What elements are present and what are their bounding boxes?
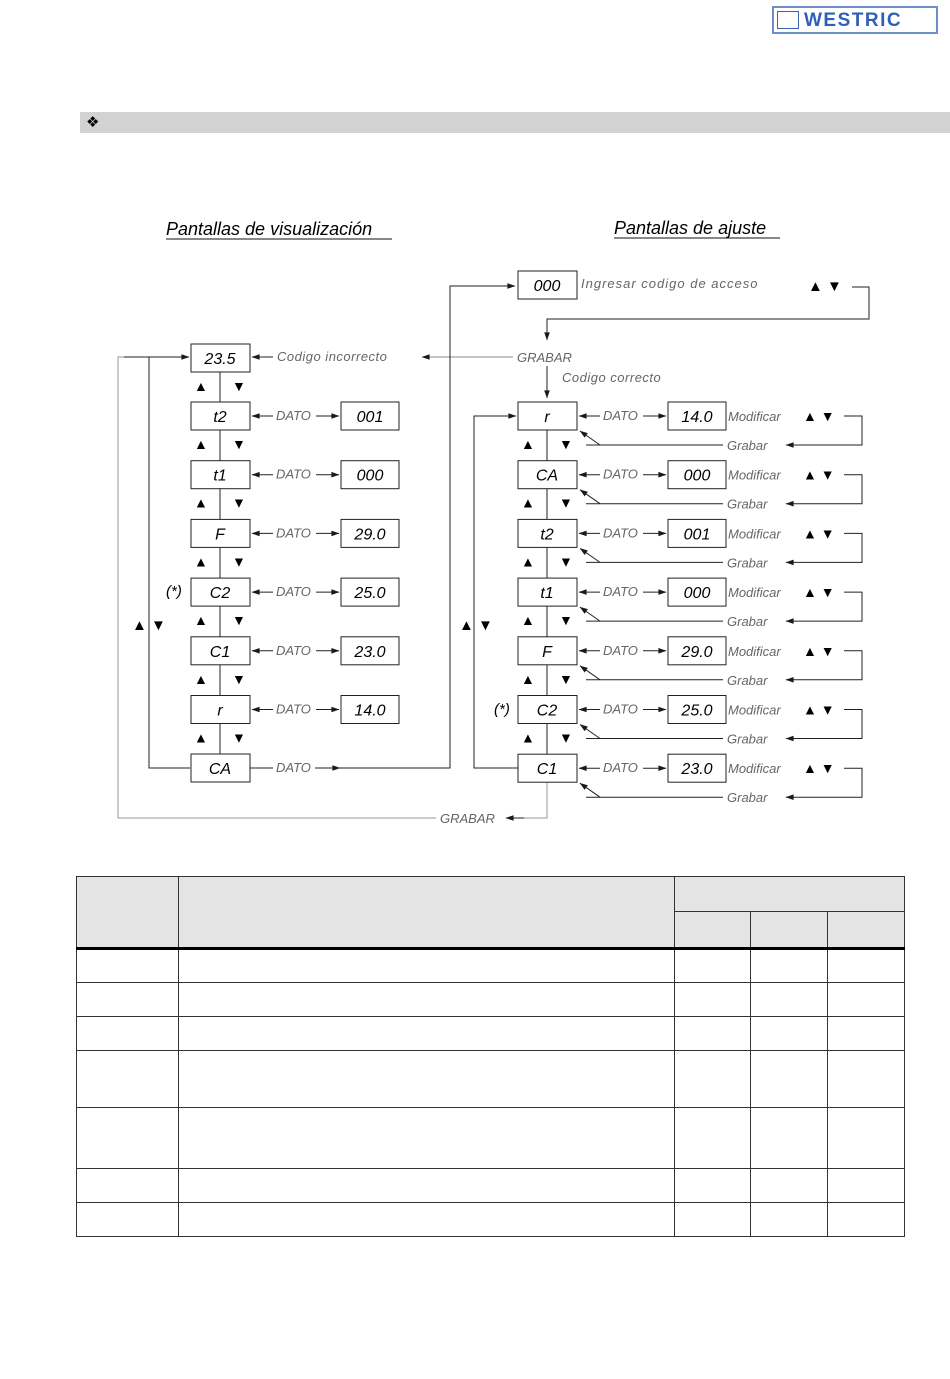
modificar-arrows: ▲ ▼ (803, 760, 835, 777)
right-updown-arrows: ▲ (521, 553, 535, 570)
right-updown-arrows: ▲ (521, 612, 535, 629)
grabar-return-label: GRABAR (440, 811, 495, 826)
left-screen-label: C1 (209, 643, 231, 661)
left-value-text: 29.0 (354, 526, 386, 544)
right-screen-label: r (544, 409, 550, 426)
left-screen-label: t2 (213, 409, 227, 426)
modificar-label: Modificar (728, 643, 781, 659)
left-updown-arrows: ▼ (232, 670, 246, 687)
grabar-label: Grabar (727, 438, 768, 453)
left-updown-arrows: ▲ (194, 729, 208, 746)
codigo-correcto-label: Codigo correcto (562, 370, 662, 385)
modificar-label: Modificar (728, 526, 781, 542)
main-display-value: 23.5 (204, 351, 236, 368)
right-dato-label: DATO (603, 408, 638, 423)
right-loop-arrows: ▲ ▼ (459, 617, 493, 634)
left-updown-arrows: ▲ (194, 670, 208, 687)
left-updown-arrows: ▲ (194, 378, 208, 394)
right-screen-label: CA (535, 467, 559, 485)
left-updown-arrows: ▲ (194, 612, 208, 629)
right-updown-arrows: ▼ (559, 553, 573, 570)
modificar-label: Modificar (728, 702, 781, 718)
grabar-code-label: GRABAR (517, 350, 572, 365)
left-value-text: 25.0 (354, 585, 386, 603)
right-value-text: 14.0 (681, 409, 713, 426)
table-header-cell (179, 877, 675, 949)
table-row (77, 1017, 905, 1051)
right-screen-label: C1 (536, 761, 558, 779)
grabar-arrow (580, 548, 600, 562)
right-updown-arrows: ▼ (559, 494, 573, 511)
modificar-arrows: ▲ ▼ (803, 408, 835, 424)
grabar-arrow (580, 607, 600, 621)
left-updown-arrows: ▲ (194, 494, 208, 511)
codigo-incorrecto-label: Codigo incorrecto (277, 349, 388, 364)
left-dato-label: DATO (276, 642, 311, 658)
right-dato-label: DATO (603, 584, 638, 600)
left-updown-arrows: ▼ (232, 553, 246, 570)
modificar-arrows: ▲ ▼ (803, 466, 835, 483)
left-value-text: 001 (356, 409, 384, 426)
table-header-cell (675, 877, 905, 912)
modificar-label: Modificar (728, 467, 781, 483)
left-updown-arrows: ▼ (232, 729, 246, 746)
right-updown-arrows: ▼ (559, 729, 573, 746)
right-title: Pantallas de ajuste (614, 218, 767, 238)
left-screen-label: t1 (213, 467, 227, 485)
left-updown-arrows: ▲ (194, 553, 208, 570)
grabar-label: Grabar (727, 555, 768, 571)
left-screen-label: F (215, 526, 225, 544)
modificar-label: Modificar (728, 761, 781, 777)
grabar-label: Grabar (727, 614, 768, 630)
left-ca-label: CA (208, 761, 232, 778)
diamond-bullet-icon: ❖ (86, 114, 100, 131)
left-updown-arrows: ▼ (232, 612, 246, 629)
right-dato-label: DATO (603, 760, 638, 776)
right-updown-arrows: ▲ (521, 670, 535, 687)
left-value-text: 000 (356, 467, 384, 485)
grabar-arrow (580, 783, 600, 797)
left-ca-dato: DATO (276, 760, 311, 775)
modificar-arrows: ▲ ▼ (803, 642, 835, 659)
logo-text: WESTRIC (804, 10, 903, 31)
access-updown-arrows: ▲ ▼ (808, 278, 842, 295)
grabar-label: Grabar (727, 672, 768, 688)
access-code-label: Ingresar codigo de acceso (581, 276, 759, 291)
modificar-arrows: ▲ ▼ (803, 701, 835, 718)
right-screen-label: C2 (536, 702, 558, 720)
right-screen-label: t2 (540, 526, 554, 544)
left-dato-label: DATO (276, 584, 311, 600)
right-dato-label: DATO (603, 466, 638, 482)
left-scroll-loop-line (122, 357, 190, 768)
right-updown-arrows: ▲ (521, 729, 535, 746)
left-updown-arrows: ▼ (232, 378, 246, 394)
right-updown-arrows: ▲ (521, 494, 535, 511)
grabar-label: Grabar (727, 496, 768, 512)
grabar-arrow (580, 431, 600, 445)
grabar-label: Grabar (727, 731, 768, 747)
right-dato-label: DATO (603, 525, 638, 541)
modificar-arrows: ▲ ▼ (803, 525, 835, 542)
grabar-arrow (580, 490, 600, 504)
table-row (77, 949, 905, 983)
right-c2-note: (*) (494, 701, 510, 718)
table-row (77, 1108, 905, 1169)
right-value-text: 000 (683, 585, 711, 603)
access-code-value: 000 (533, 278, 561, 295)
grabar-label: Grabar (727, 790, 768, 806)
modificar-label: Modificar (728, 585, 781, 601)
left-value-text: 14.0 (354, 702, 386, 720)
left-value-text: 23.0 (354, 643, 386, 661)
grabar-return-line (118, 357, 547, 818)
right-value-text: 000 (683, 467, 711, 485)
table-row (77, 983, 905, 1017)
modificar-arrows: ▲ ▼ (803, 584, 835, 601)
table-row (77, 1169, 905, 1203)
right-value-text: 001 (683, 526, 711, 544)
left-dato-label: DATO (276, 701, 311, 717)
right-dato-label: DATO (603, 701, 638, 717)
grabar-arrow (580, 725, 600, 739)
right-updown-arrows: ▲ (521, 436, 535, 452)
right-updown-arrows: ▼ (559, 612, 573, 629)
left-title: Pantallas de visualización (166, 219, 373, 239)
right-value-text: 25.0 (681, 702, 713, 720)
left-updown-arrows: ▲ (194, 436, 208, 452)
table-subheader-cell (751, 912, 828, 949)
right-value-text: 23.0 (681, 761, 713, 779)
table-subheader-cell (828, 912, 905, 949)
left-dato-label: DATO (276, 408, 311, 423)
table-subheader-cell (675, 912, 751, 949)
table-header-cell (77, 877, 179, 949)
modificar-label: Modificar (728, 409, 781, 424)
left-screen-label: r (217, 702, 223, 720)
right-screen-label: F (542, 643, 552, 661)
left-c2-note: (*) (166, 583, 182, 600)
left-updown-arrows: ▼ (232, 494, 246, 511)
parameters-table (76, 876, 905, 1237)
left-dato-label: DATO (276, 466, 311, 482)
right-dato-label: DATO (603, 642, 638, 658)
left-dato-label: DATO (276, 525, 311, 541)
right-screen-label: t1 (540, 585, 554, 603)
table-row (77, 1051, 905, 1108)
left-screen-label: C2 (209, 585, 231, 603)
right-updown-arrows: ▼ (559, 436, 573, 452)
right-value-text: 29.0 (681, 643, 713, 661)
left-loop-arrows: ▲ ▼ (132, 617, 166, 634)
right-updown-arrows: ▼ (559, 670, 573, 687)
table-row (77, 1203, 905, 1237)
grabar-arrow (580, 666, 600, 680)
left-updown-arrows: ▼ (232, 436, 246, 452)
